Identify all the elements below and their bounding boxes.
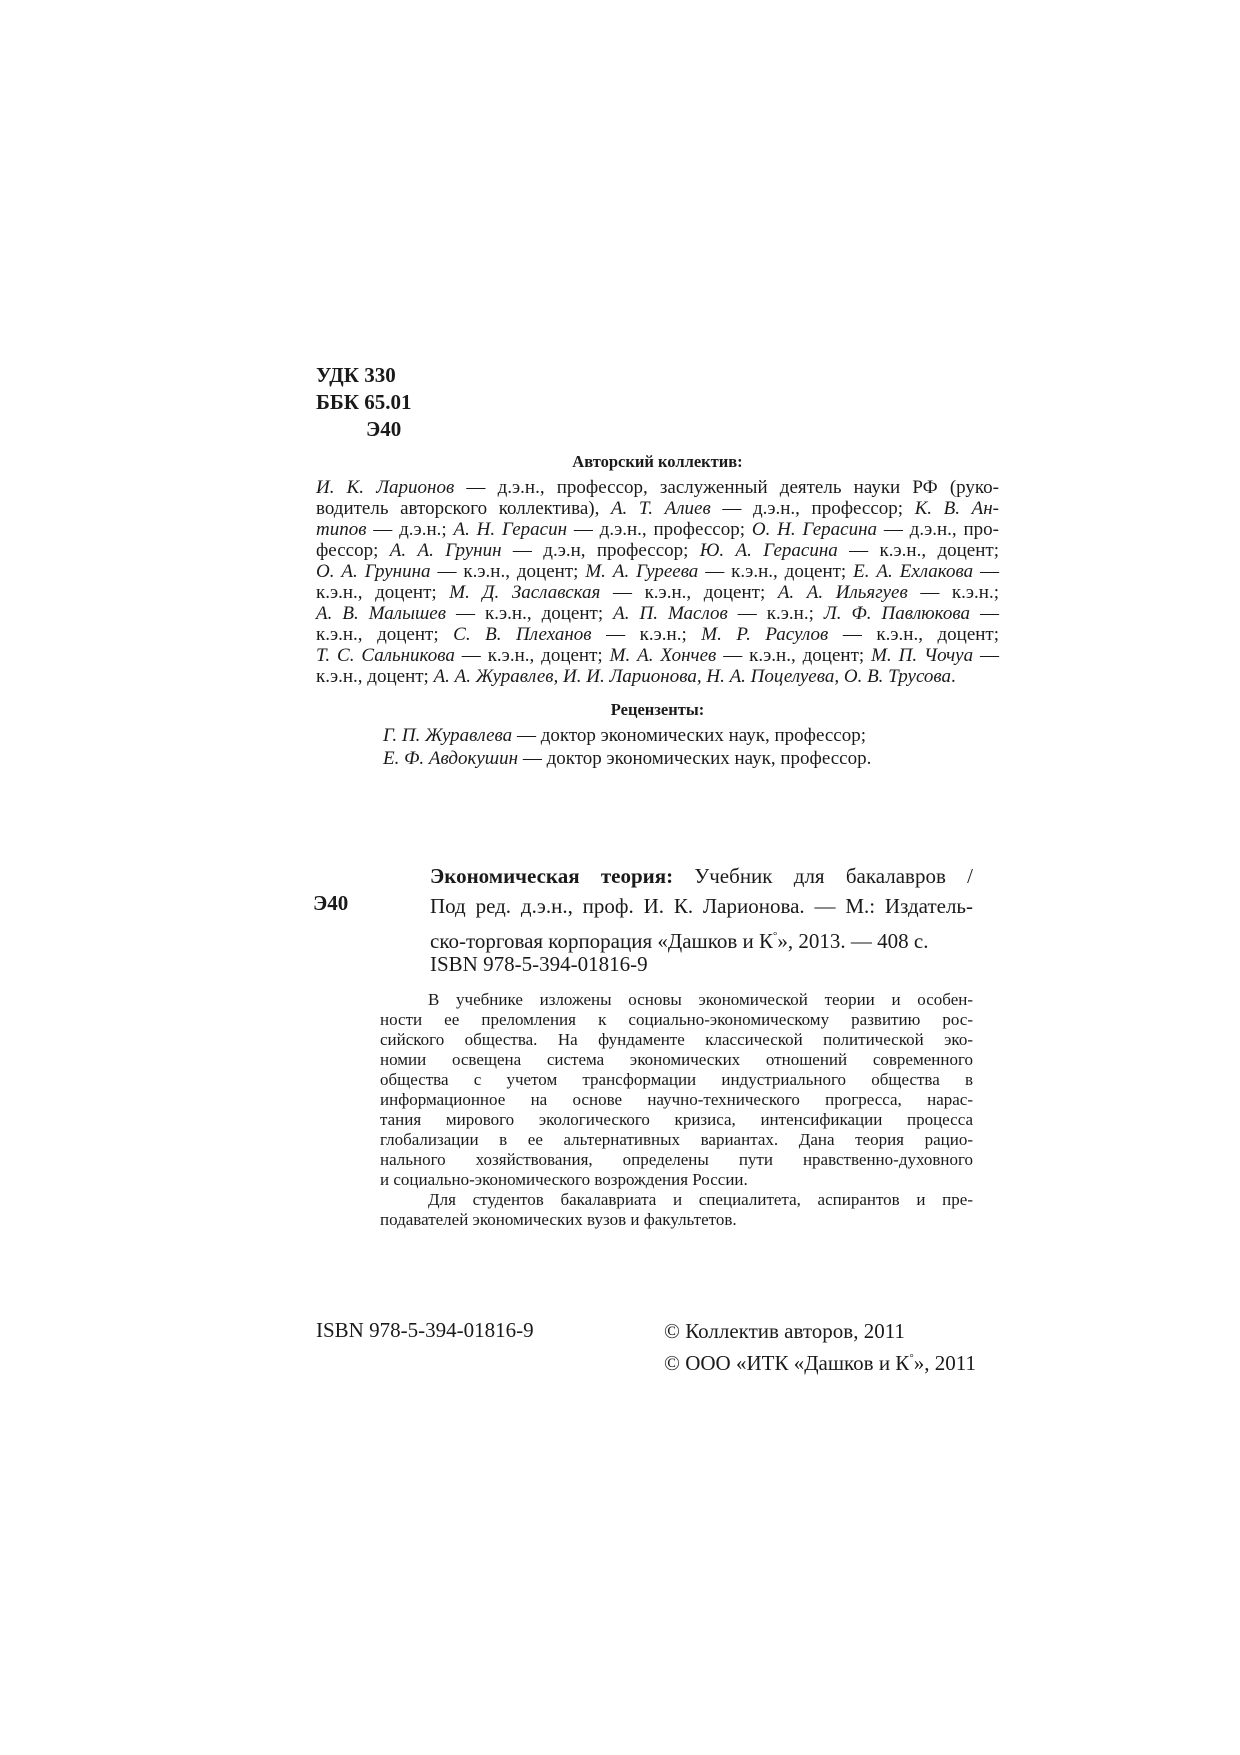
authors-list [316,477,999,687]
authors-heading: Авторский коллектив: [572,452,743,471]
copyright-text: », 2011 [913,1351,976,1375]
copyright-block [664,1318,976,1377]
author-text: — к.э.н., доцент; [716,645,872,666]
author-text: — [969,603,999,624]
abstract-line: информационное на основе научно-технического прогресса, нарас- [380,1090,973,1109]
author-text: М. Р. Расулов [701,624,829,645]
author-text: — д.э.н., профессор; [710,498,915,519]
copyright-text: © ООО «ИТК «Дашков и К [664,1351,910,1375]
biblio-text: Учебник для бакалавров / [673,864,973,888]
author-text: — к.э.н., доцент; [600,582,778,603]
biblio-isbn: ISBN 978-5-394-01816-9 [430,952,648,976]
author-text: — к.э.н., доцент; [837,540,999,561]
author-text: А. А. Грунин [389,540,502,561]
author-text: — к.э.н., доцент; [445,603,614,624]
author-line [316,666,999,687]
author-text: О. Н. Герасина [751,519,877,540]
author-text: Л. Ф. Павлюкова [823,603,970,624]
author-text: типов [316,519,367,540]
author-text: — к.э.н., доцент; [698,561,854,582]
author-text: — [973,561,1000,582]
author-text: К. В. Ан- [914,498,999,519]
author-text: — к.э.н., доцент; [828,624,1000,645]
author-text: фессор; [316,540,390,561]
author-text: к.э.н., доцент; [316,582,450,603]
abstract-line: ности ее преломления к социально-экономическому развитию рос- [380,1010,973,1029]
copyright-line [664,1345,976,1377]
abstract-line: нального хозяйствования, определены пути нравственно-духовного [380,1150,973,1169]
classification-block [316,362,412,443]
reviewers-list [383,724,871,770]
biblio-text: ° [773,930,778,942]
author-text: И. К. Ларионов [316,477,455,498]
reviewer-text: Г. П. Журавлева [383,725,513,746]
author-line [316,540,999,561]
author-text: Т. С. Сальникова [316,645,455,666]
reviewer-line [383,747,871,770]
author-line [316,519,999,540]
biblio-text: ско-торговая корпорация «Дашков и К [430,929,774,953]
author-text: — д.э.н., профессор, заслуженный деятель науки РФ (руко- [454,477,999,498]
bibliographic-record [430,861,973,956]
author-text: . [951,666,956,687]
author-text: Ю. А. Герасина [699,540,838,561]
author-line [316,582,999,603]
author-text: О. А. Грунина [316,561,431,582]
author-text: — к.э.н., доцент; [430,561,586,582]
author-text: М. Д. Заславская [449,582,601,603]
abstract [380,990,973,1230]
abstract-line: тания мирового экологического кризиса, интенсификации процесса [380,1110,973,1129]
author-text: А. Т. Алиев [610,498,711,519]
reviewer-text: — доктор экономических наук, профессор. [518,748,872,769]
udk-code: УДК 330 [316,363,396,387]
biblio-author-sign: Э40 [313,891,349,915]
author-text: — д.э.н., про- [877,519,999,540]
author-line [316,603,999,624]
abstract-line: подавателей экономических вузов и факультетов. [380,1210,737,1229]
abstract-line: номии освещена система экономических отношений современного [380,1050,973,1069]
bbk-code: ББК 65.01 [316,390,412,414]
author-text: А. Н. Герасин [453,519,568,540]
author-line [316,477,999,498]
biblio-text: », 2013. — 408 с. [777,929,929,953]
biblio-text: Экономическая теория: [430,864,674,888]
reviewer-text: — доктор экономических наук, профессор; [512,725,866,746]
abstract-line: Для студентов бакалавриата и специалитета, аспирантов и пре- [428,1190,973,1209]
biblio-line [430,861,973,891]
author-text: А. А. Журавлев, И. И. Ларионова, Н. А. Поцелуева, О. В. Трусова [433,666,952,687]
author-text: Е. А. Ехлакова [853,561,974,582]
author-text: — к.э.н.; [727,603,824,624]
author-line [316,561,999,582]
author-line [316,498,999,519]
abstract-line: сийского общества. На фундаменте классической политической эко- [380,1030,973,1049]
abstract-line: общества с учетом трансформации индустриального общества в [380,1070,973,1089]
reviewer-text: Е. Ф. Авдокушин [383,748,519,769]
author-text: М. А. Гуреева [585,561,699,582]
biblio-line [430,891,973,921]
abstract-line: и социально-экономического возрождения России. [380,1170,748,1189]
author-text: — к.э.н.; [591,624,702,645]
author-text: — д.э.н, профессор; [501,540,700,561]
author-line [316,624,999,645]
author-text: А. П. Маслов [613,603,728,624]
author-text: к.э.н., доцент; [316,666,434,687]
abstract-line: глобализации в ее альтернативных вариантах. Дана теория рацио- [380,1130,973,1149]
author-text: А. В. Малышев [316,603,446,624]
biblio-text: Под ред. д.э.н., проф. И. К. Ларионова. — М.: Издатель- [430,894,973,918]
reviewers-heading: Рецензенты: [610,700,705,719]
author-text: — д.э.н.; [366,519,454,540]
author-text: М. П. Чочуа [871,645,974,666]
reviewer-line [383,724,871,747]
footer-isbn: ISBN 978-5-394-01816-9 [316,1318,534,1342]
author-text: М. А. Хончев [609,645,717,666]
author-text: водитель авторского коллектива), [316,498,611,519]
abstract-line: В учебнике изложены основы экономической теории и особен- [428,990,973,1009]
copyright-text: ° [909,1352,914,1364]
biblio-line [430,921,973,956]
author-text: — [973,645,1000,666]
author-text: — к.э.н.; [907,582,999,603]
author-text: А. А. Ильягуев [777,582,908,603]
author-text: С. В. Плеханов [453,624,592,645]
copyright-text: © Коллектив авторов, 2011 [664,1319,905,1343]
author-sign: Э40 [366,417,402,441]
author-line [316,645,999,666]
author-text: — к.э.н., доцент; [454,645,610,666]
author-text: к.э.н., доцент; [316,624,454,645]
copyright-line [664,1318,976,1345]
author-text: — д.э.н., профессор; [567,519,752,540]
